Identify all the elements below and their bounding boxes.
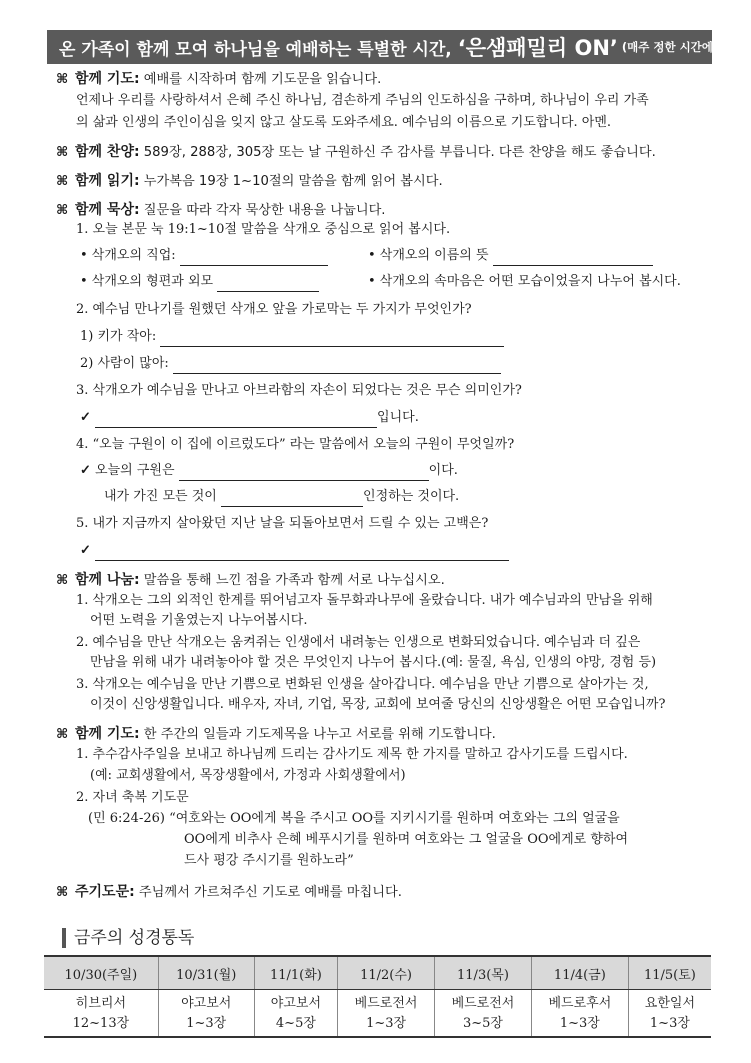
answer-blank[interactable] (221, 492, 363, 507)
sharing-line: 이것이 신앙생활입니다. 배우자, 자녀, 기업, 목장, 교회에 보여줄 당신의 신앙생활은 어떤 모습입니까? (90, 697, 666, 712)
question-3: 3. 삭개오가 예수님을 만나고 아브라함의 자손이 되었다는 것은 무슨 의미인가? (76, 383, 522, 398)
blessing-line: OO에게 비추사 은혜 베푸시기를 원하며 여호와는 그 얼굴을 OO에게로 향하여 (184, 832, 629, 847)
answer-blank[interactable] (160, 332, 504, 347)
question-2a-label: 1) 키가 작아: (80, 329, 157, 344)
book-name: 베드로전서 (451, 996, 515, 1011)
sharing-line: 2. 예수님을 만난 삭개오는 움켜쥐는 인생에서 내려놓는 인생으로 변화되었습니다. 예수님과 더 깊은 (76, 635, 641, 650)
bullet-name-meaning (368, 246, 653, 266)
closing-description: 주님께서 가르쳐주신 기도로 예배를 마칩니다. (138, 885, 402, 900)
table-row (44, 990, 711, 1038)
table-cell (44, 990, 158, 1038)
question-4-answer-a (80, 461, 458, 481)
chapter-range: 3~5장 (462, 1016, 503, 1031)
question-3-end: 입니다. (377, 410, 419, 425)
command-symbol-icon: ⌘ (56, 573, 69, 588)
meditation-section-heading (56, 200, 386, 221)
chapter-range: 1~3장 (559, 1016, 600, 1031)
prayer-heading: 함께 기도: (75, 71, 140, 87)
table-header-cell: 11/4(금) (531, 956, 628, 990)
prayer2-description: 한 주간의 일들과 기도제목을 나누고 서로를 위해 기도합니다. (143, 727, 496, 742)
answer-blank[interactable] (173, 359, 501, 374)
book-name: 히브리서 (75, 996, 126, 1011)
blessing-line: 드사 평강 주시기를 원하노라” (184, 853, 354, 868)
bullet-occupation (80, 246, 328, 266)
reading-heading: 함께 읽기: (75, 173, 140, 189)
table-header-cell: 10/31(월) (158, 956, 254, 990)
table-header-cell: 11/1(화) (254, 956, 337, 990)
chapter-range: 1~3장 (649, 1016, 690, 1031)
command-symbol-icon: ⌘ (56, 72, 69, 87)
checkmark-icon: ✓ (80, 463, 91, 478)
checkmark-icon: ✓ (80, 410, 91, 425)
prayer-section-heading (56, 69, 381, 90)
question-2b (80, 354, 501, 374)
sharing-line: 1. 삭개오는 그의 외적인 한계를 뛰어넘고자 돌무화과나무에 올랐습니다. 내가 예수님과의 만남을 위해 (76, 593, 653, 608)
command-symbol-icon: ⌘ (56, 885, 69, 900)
question-4-answer-b (104, 487, 459, 507)
table-header-cell: 11/2(수) (338, 956, 435, 990)
chapter-range: 12~13장 (72, 1016, 130, 1031)
table-header-cell: 11/5(토) (628, 956, 711, 990)
bullet-appearance-label: • 삭개오의 형편과 외모 (80, 274, 214, 289)
prayer2-line: (예: 교회생활에서, 목장생활에서, 가정과 사회생활에서) (90, 768, 406, 783)
table-header-row (44, 956, 711, 990)
answer-blank[interactable] (179, 466, 429, 481)
sharing-line: 어떤 노력을 기울였는지 나누어봅시다. (90, 613, 308, 628)
bible-reading-title: 금주의 성경통독 (62, 928, 194, 948)
sharing-section-heading (56, 570, 445, 591)
question-1: 1. 오늘 본문 눅 19:1~10절 말씀을 삭개오 중심으로 읽어 봅시다. (76, 222, 451, 237)
chapter-range: 1~3장 (186, 1016, 227, 1031)
prayer-text-line: 언제나 우리를 사랑하셔서 은혜 주신 하나님, 겸손하게 주님의 인도하심을 구하며, 하나님이 우리 가족 (76, 93, 649, 108)
table-header-cell: 10/30(주일) (44, 956, 158, 990)
meditation-description: 질문을 따라 각자 묵상한 내용을 나눕니다. (143, 203, 386, 218)
prayer-description: 예배를 시작하며 함께 기도문을 읽습니다. (143, 72, 382, 87)
prayer2-line: 2. 자녀 축복 기도문 (76, 790, 189, 805)
question-2b-label: 2) 사람이 많아: (80, 356, 169, 371)
answer-blank[interactable] (95, 546, 509, 561)
question-2a (80, 327, 504, 347)
checkmark-icon: ✓ (80, 543, 91, 558)
meditation-heading: 함께 묵상: (75, 202, 140, 218)
banner-main-text: 온 가족이 함께 모여 하나님을 예배하는 특별한 시간, (59, 39, 452, 60)
question-4a-label: 오늘의 구원은 (95, 463, 175, 478)
question-3-answer (80, 408, 419, 428)
praise-description: 589장, 288장, 305장 또는 날 구원하신 주 감사를 부릅니다. 다른 찬양을 해도 좋습니다. (143, 145, 656, 160)
title-banner (47, 30, 719, 64)
question-4a-end: 이다. (428, 463, 458, 478)
blessing-line: (민 6:24-26) “여호와는 OO에게 복을 주시고 OO를 지키시기를 원하며 여호와는 그의 얼굴을 (88, 811, 620, 826)
table-header-cell: 11/3(목) (435, 956, 532, 990)
question-5-answer (80, 541, 509, 561)
prayer2-line: 1. 추수감사주일을 보내고 하나님께 드리는 감사기도 제목 한 가지를 말하고 감사기도를 드립시다. (76, 747, 628, 762)
book-name: 베드로후서 (548, 996, 612, 1011)
bullet-inner-mind: • 삭개오의 속마음은 어떤 모습이었을지 나누어 봅시다. (368, 274, 681, 289)
command-symbol-icon: ⌘ (56, 174, 69, 189)
answer-blank[interactable] (493, 251, 653, 266)
question-2: 2. 예수님 만나기를 원했던 삭개오 앞을 가로막는 두 가지가 무엇인가? (76, 302, 472, 317)
answer-blank[interactable] (180, 251, 328, 266)
bullet-appearance (80, 272, 319, 292)
reading-description: 누가복음 19장 1~10절의 말씀을 함께 읽어 봅시다. (143, 174, 443, 189)
command-symbol-icon: ⌘ (56, 145, 69, 160)
table-cell (254, 990, 337, 1038)
prayer-text-line: 의 삶과 인생의 주인이심을 잊지 않고 살도록 도와주세요. 예수님의 이름으로 기도합니다. 아멘. (76, 115, 612, 130)
praise-section-heading (56, 142, 656, 163)
banner-title: ‘은샘패밀리 ON’ (457, 36, 618, 60)
book-name: 야고보서 (270, 996, 322, 1011)
table-cell (338, 990, 435, 1038)
praise-heading: 함께 찬양: (75, 144, 140, 160)
sharing-line: 3. 삭개오는 예수님을 만난 기쁨으로 변화된 인생을 살아갑니다. 예수님을 만난 기쁨으로 살아가는 것, (76, 677, 649, 692)
question-4: 4. “오늘 구원이 이 집에 이르렀도다” 라는 말씀에서 오늘의 구원이 무엇일까? (76, 437, 515, 452)
question-4b-label: 내가 가진 모든 것이 (104, 489, 217, 504)
table-cell (628, 990, 711, 1038)
question-5: 5. 내가 지금까지 살아왔던 지난 날을 되돌아보면서 드릴 수 있는 고백은? (76, 516, 489, 531)
table-cell (158, 990, 254, 1038)
question-4b-end: 인정하는 것이다. (363, 489, 460, 504)
closing-section-heading (56, 882, 402, 903)
book-name: 야고보서 (181, 996, 232, 1011)
bible-reading-table (44, 955, 711, 1038)
book-name: 요한일서 (644, 996, 696, 1011)
sharing-description: 말씀을 통해 느낀 점을 가족과 함께 서로 나누십시오. (143, 573, 445, 588)
sharing-line: 만남을 위해 내가 내려놓아야 할 것은 무엇인지 나누어 봅시다.(예: 물질, 욕심, 인생의 야망, 경험 등) (90, 655, 657, 670)
banner-note: (매주 정한 시간에) (621, 40, 719, 54)
reading-section-heading (56, 171, 443, 192)
table-cell (531, 990, 628, 1038)
prayer2-heading: 함께 기도: (75, 726, 140, 742)
book-name: 베드로전서 (354, 996, 418, 1011)
bullet-name-meaning-label: • 삭개오의 이름의 뜻 (368, 248, 489, 263)
prayer2-section-heading (56, 724, 496, 745)
answer-blank[interactable] (95, 413, 377, 428)
answer-blank[interactable] (217, 277, 319, 292)
chapter-range: 4~5장 (275, 1016, 316, 1031)
closing-heading: 주기도문: (75, 884, 135, 900)
sharing-heading: 함께 나눔: (75, 572, 140, 588)
bullet-occupation-label: • 삭개오의 직업: (80, 248, 176, 263)
table-cell (435, 990, 532, 1038)
chapter-range: 1~3장 (366, 1016, 407, 1031)
command-symbol-icon: ⌘ (56, 203, 69, 218)
command-symbol-icon: ⌘ (56, 727, 69, 742)
